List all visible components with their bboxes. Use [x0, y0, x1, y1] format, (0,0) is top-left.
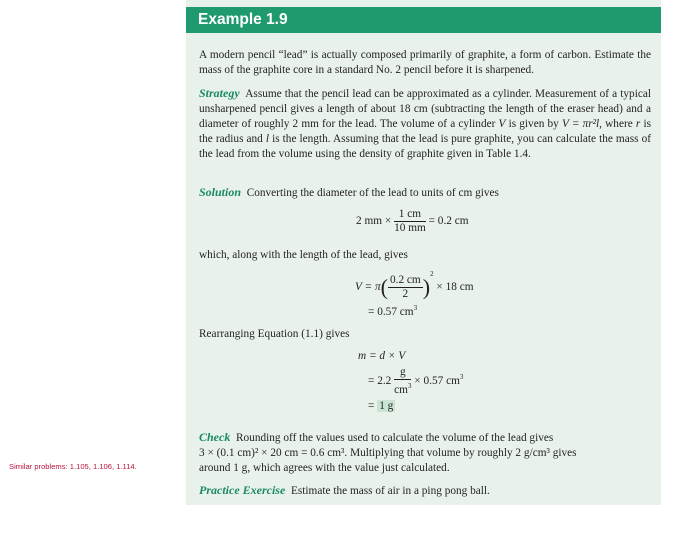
- eq3-fraction: [394, 366, 411, 397]
- solution-text: Converting the diameter of the lead to units of cm gives: [246, 187, 499, 199]
- eq2-result: = 0.57 cm: [368, 305, 414, 318]
- strategy-text-2: is the length. Assuming that the lead is pure graphite, you can calculate the mass of the lead from the volume using the density of graphite given in Table 1.4.: [199, 133, 651, 160]
- eq3-equals: =: [368, 400, 375, 412]
- check-paragraph: [199, 430, 651, 476]
- example-header: [186, 7, 661, 33]
- eq3-numerator: g: [394, 366, 411, 380]
- eq2-rhs: × 18 cm: [436, 281, 474, 293]
- eq3-denominator: $cm^3$: [394, 382, 412, 396]
- equation-volume: V = π( $\frac{0.2 cm}{2}$ )$^2$ × 18 cm: [355, 270, 474, 300]
- equation-conversion: [356, 208, 469, 235]
- eq3-pre: = 2.2: [368, 374, 392, 387]
- equation-mass-line2: [368, 366, 463, 397]
- eq1-denominator: 10 mm: [394, 222, 426, 234]
- eq2-fraction: [388, 274, 423, 301]
- eq3-post-exp: 3: [459, 373, 464, 382]
- check-text-3: around 1 g, which agrees with the value just calculated.: [199, 462, 450, 474]
- example-title: Example 1.9: [198, 11, 288, 28]
- along-text: which, along with the length of the lead, gives: [199, 249, 408, 261]
- eq2-result-exp: 3: [413, 304, 418, 312]
- eq1-rhs: = 0.2 cm: [428, 215, 469, 228]
- eq3-post: × 0.57 cm: [414, 374, 460, 387]
- eq2-numerator: 0.2 cm: [389, 273, 421, 286]
- check-label: Check: [199, 430, 231, 444]
- solution-label: Solution: [199, 185, 242, 199]
- strategy-var-r: r: [635, 118, 641, 130]
- solution-paragraph: [199, 185, 651, 201]
- strategy-is-given: is given by: [505, 118, 562, 130]
- rearranging-text: Rearranging Equation (1.1) gives: [199, 328, 350, 340]
- practice-paragraph: [199, 483, 651, 499]
- eq1-lhs: 2 mm ×: [356, 215, 392, 228]
- strategy-var-v: V: [498, 118, 506, 130]
- strategy-where: , where: [599, 118, 636, 130]
- eq1-fraction: [394, 208, 426, 235]
- equation-mass-result: [368, 400, 395, 412]
- eq3-answer: 1 g: [379, 400, 394, 412]
- equation-mass: [358, 350, 405, 362]
- practice-text: Estimate the mass of air in a ping pong ball.: [290, 485, 490, 497]
- check-text-1: Rounding off the values used to calculate the volume of the lead gives: [236, 432, 554, 444]
- similar-problems-note: Similar problems: 1.105, 1.106, 1.114.: [9, 462, 137, 471]
- strategy-formula: V = πr²l: [561, 118, 600, 130]
- strategy-var-l: l: [265, 133, 270, 145]
- strategy-label: Strategy: [199, 86, 240, 100]
- check-text-2: 3 × (0.1 cm)² × 20 cm = 0.6 cm³. Multiplying that volume by roughly 2 g/cm³ gives: [199, 447, 577, 459]
- eq3-line1: m = d × V: [358, 350, 406, 362]
- equation-volume-result: [368, 304, 417, 318]
- eq2-lhs: V = π: [355, 281, 381, 293]
- practice-label: Practice Exercise: [199, 483, 286, 497]
- eq2-exponent: 2: [430, 270, 434, 278]
- strategy-paragraph: [199, 86, 651, 162]
- eq2-denominator: 2: [402, 287, 409, 300]
- intro-paragraph: A modern pencil “lead” is actually composed primarily of graphite, a form of carbon. Estimate the mass of the graphite core in a standard No. 2 pencil before it is sharpened.: [199, 49, 651, 76]
- strategy-radius: is the radius and: [199, 118, 651, 145]
- strategy-text-1: Assume that the pencil lead can be approximated as a cylinder. Measurement of a typical unsharpened pencil gives a length of about 18 cm (subtracting the length of the eraser head) and a diameter of roughly 2 mm for the lead. The volume of a cylinder: [199, 88, 651, 130]
- eq1-numerator: 1 cm: [394, 208, 426, 222]
